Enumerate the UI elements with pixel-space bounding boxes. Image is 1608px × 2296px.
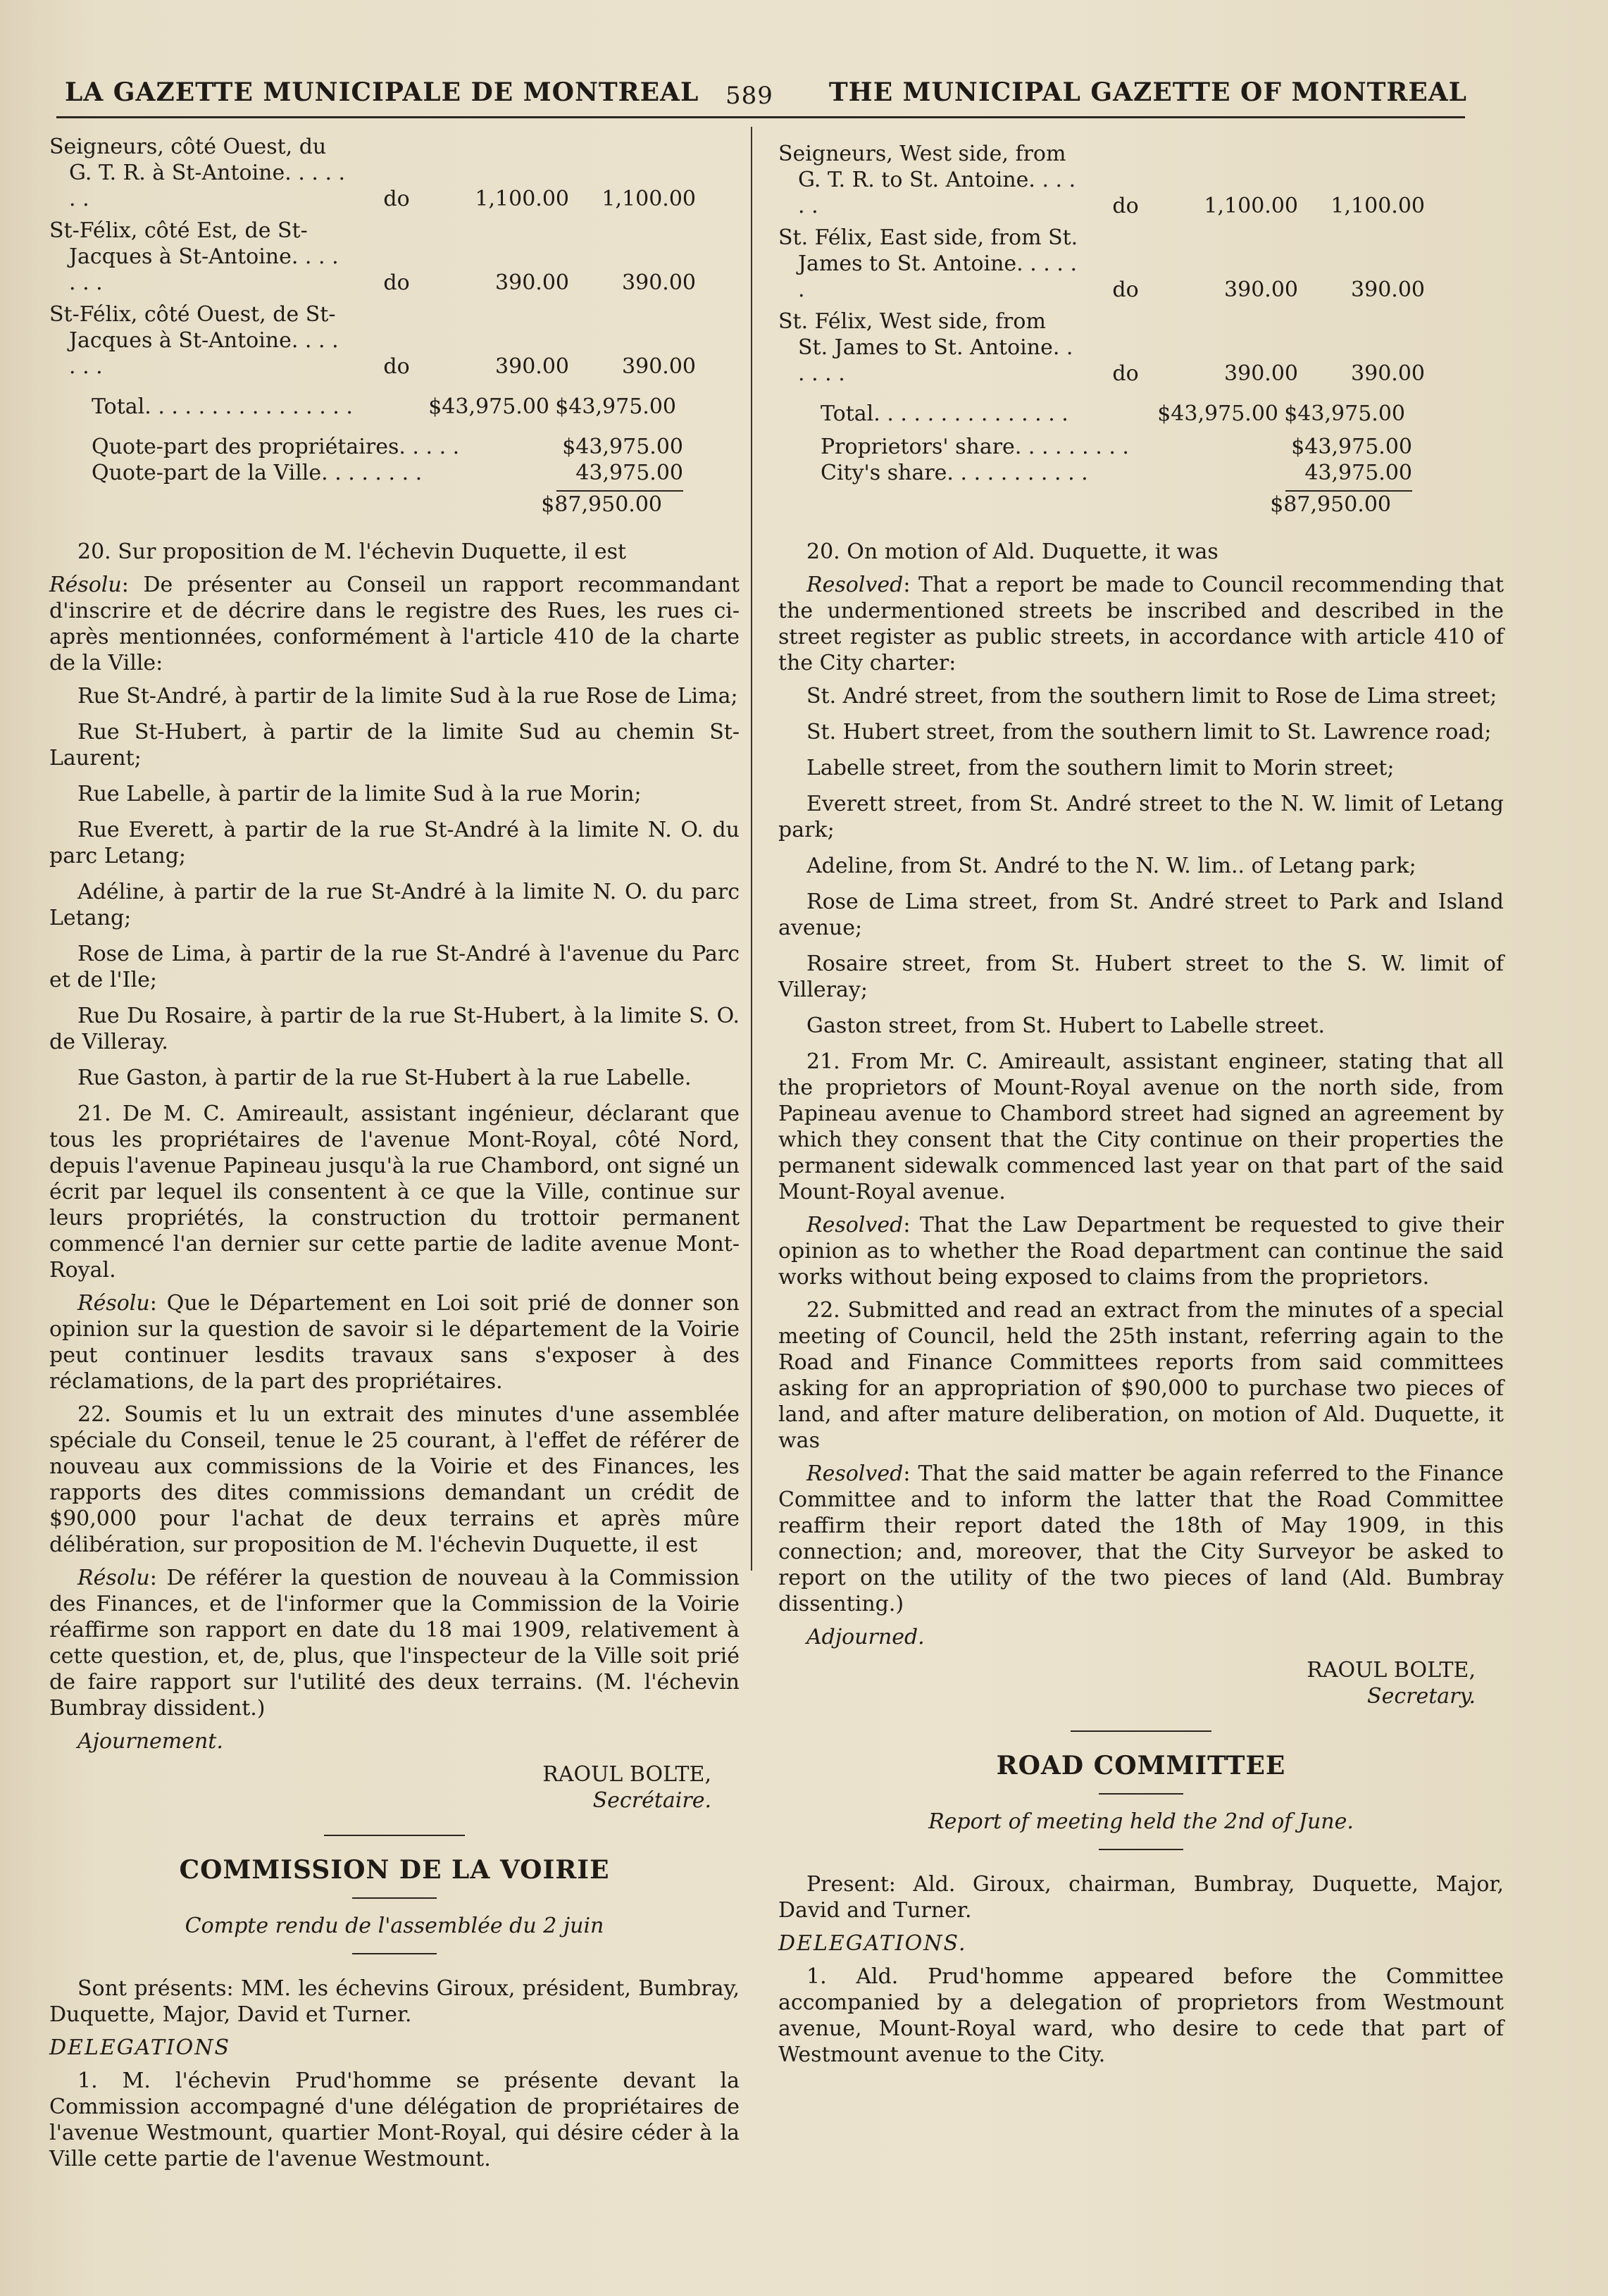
ledger-row [778, 225, 1504, 303]
street-item: Rue St-André, à partir de la limite Sud à la rue Rose de Lima; [77, 684, 738, 709]
share-label: Quote-part des propriétaires. . . . . [92, 435, 460, 459]
en-present: Present: Ald. Giroux, chairman, Bumbray, Duquette, Major, David and Turner. [778, 1872, 1504, 1923]
fr-item-20: 20. Sur proposition de M. l'échevin Duquette, il est [77, 539, 627, 564]
resolved-label: Resolved [806, 1461, 904, 1486]
ledger-do: do [383, 187, 410, 211]
en-delegation-1: 1. Ald. Prud'homme appeared before the Committee accompanied by a delegation of proprietors from Westmount avenue, Mount-Royal ward, who desire to cede that part of Westmount avenue to the City. [778, 1964, 1504, 2067]
grand-total: $87,950.00 [541, 492, 662, 517]
section-rule [352, 1897, 437, 1899]
street-item: Everett street, from St. André street to the N. W. limit of Letang park; [778, 792, 1504, 842]
ledger-row [49, 218, 740, 296]
en-item-20: 20. On motion of Ald. Duquette, it was [806, 539, 1219, 564]
share-row [49, 434, 740, 460]
ledger-amount: 390.00 [1224, 361, 1298, 386]
ledger-amount: 1,100.00 [602, 187, 696, 211]
en-adjournment: Adjourned. [806, 1625, 925, 1649]
share-row [778, 434, 1504, 460]
street-item: Rue Gaston, à partir de la rue St-Hubert à la rue Labelle. [77, 1066, 692, 1090]
street-item: Labelle street, from the southern limit to Morin street; [806, 756, 1395, 780]
ledger-desc: St. Félix, West side, from St. James to St. Antoine. . . . . . [778, 309, 1073, 386]
street-item: Rose de Lima, à partir de la rue St-André à l'avenue du Parc et de l'Ile; [49, 942, 740, 992]
header-rule [56, 116, 1465, 118]
en-ledger [778, 141, 1504, 518]
ledger-amount: 390.00 [495, 354, 569, 379]
share-row [49, 460, 740, 486]
ledger-total-row [49, 394, 740, 420]
en-resolution-21 [778, 1212, 1504, 1290]
share-value: 43,975.00 [575, 461, 683, 485]
section-rule [1099, 1793, 1183, 1795]
total-amount: $43,975.00 [428, 394, 549, 419]
ledger-row [778, 308, 1504, 387]
resolved-text: : That the said matter be again referred to the Finance Committee and to inform the latter that the Road Committee reaffirm their report dated the 18th of May 1909, in this connection; and, moreover, that the City Surveyor be asked to report on the utility of the two pieces of land (Ald. Bumbray dissenting.) [778, 1461, 1504, 1616]
fr-delegations-heading: DELEGATIONS [49, 2035, 231, 2060]
english-column [778, 141, 1504, 2075]
street-item: Rue Du Rosaire, à partir de la rue St-Hubert, à la limite S. O. de Villeray. [49, 1004, 740, 1054]
en-item-22: 22. Submitted and read an extract from the minutes of a special meeting of Council, held the 25th instant, referring again to the Road and Finance Committees reports from said committees asking for an appropriation of $90,000 to purchase two pieces of land, and after mature deliberation, on motion of Ald. Duquette, it was [778, 1298, 1504, 1453]
en-delegations-heading: DELEGATIONS. [778, 1931, 967, 1956]
resolved-label: Resolved [806, 1213, 904, 1237]
street-item: St. André street, from the southern limit to Rose de Lima street; [806, 684, 1497, 709]
fr-item-21: 21. De M. C. Amireault, assistant ingénieur, déclarant que tous les propriétaires de l'avenue Mont-Royal, côté Nord, depuis l'avenue Papineau jusqu'à la rue Chambord, ont signé un écrit par lequel ils consentent à ce que la Ville, continue sur leurs propriétés, la construction du trottoir permanent commencé l'an dernier sur cette partie de ladite avenue Mont-Royal. [49, 1102, 740, 1283]
share-label: Quote-part de la Ville. . . . . . . . [92, 461, 423, 485]
en-item-21: 21. From Mr. C. Amireault, assistant engineer, stating that all the proprietors of Mount-Royal avenue on the north side, from Papineau avenue to Chambord street had signed an agreement by which they consent that the City continue on their properties the permanent sidewalk commenced last year on that part of the said Mount-Royal avenue. [778, 1049, 1504, 1204]
share-value: $43,975.00 [562, 435, 683, 459]
fr-resolution-20 [49, 572, 740, 676]
street-item: Rosaire street, from St. Hubert street to the S. W. limit of Villeray; [778, 952, 1504, 1002]
street-item: Rue Labelle, à partir de la limite Sud à la rue Morin; [77, 782, 642, 806]
fr-adjournment: Ajournement. [77, 1729, 223, 1754]
en-resolution-20 [778, 572, 1504, 676]
ledger-do: do [1112, 361, 1139, 386]
en-signature-title: Secretary. [1367, 1684, 1476, 1709]
ledger-amount: 1,100.00 [475, 187, 569, 211]
column-divider [751, 127, 752, 1571]
total-label: Total. . . . . . . . . . . . . . . [821, 401, 1068, 426]
section-rule [324, 1835, 465, 1836]
section-rule [1071, 1730, 1211, 1732]
ledger-amount: 1,100.00 [1204, 194, 1298, 218]
en-resolution-22 [778, 1461, 1504, 1617]
street-item: Adeline, from St. André to the N. W. lim.. of Letang park; [806, 854, 1416, 878]
share-value: 43,975.00 [1304, 461, 1412, 485]
en-section-subtitle: Report of meeting held the 2nd of June. [928, 1809, 1354, 1834]
ledger-row [49, 134, 740, 212]
ledger-desc: St-Félix, côté Ouest, de St-Jacques à St-Antoine. . . . . . . [49, 302, 339, 379]
ledger-amount: 390.00 [1351, 277, 1425, 302]
street-item: St. Hubert street, from the southern limit to St. Lawrence road; [806, 720, 1492, 744]
header-left-title: LA GAZETTE MUNICIPALE DE MONTREAL [65, 77, 699, 107]
ledger-row [49, 301, 740, 380]
share-row [778, 460, 1504, 486]
fr-delegation-1: 1. M. l'échevin Prud'homme se présente devant la Commission accompagné d'une délégation de propriétaires de l'avenue Westmount, quartier Mont-Royal, qui désire céder à la Ville cette partie de l'avenue Westmount. [49, 2069, 740, 2171]
ledger-row [778, 141, 1504, 219]
ledger-total-row [778, 401, 1504, 427]
resolu-label: Résolu [49, 573, 122, 597]
fr-section-title: COMMISSION DE LA VOIRIE [179, 1855, 610, 1885]
street-item: Gaston street, from St. Hubert to Labelle street. [806, 1013, 1325, 1038]
resolu-text: : De présenter au Conseil un rapport recommandant d'inscrire et de décrire dans le registre des Rues, les rues ci-après mentionnées, conformément à l'article 410 de la charte de la Ville: [49, 573, 740, 675]
ledger-desc: St-Félix, côté Est, de St-Jacques à St-Antoine. . . . . . . [49, 218, 339, 295]
fr-resolution-21 [49, 1290, 740, 1395]
page-number: 589 [725, 82, 773, 110]
fr-signature-title: Secrétaire. [592, 1788, 711, 1813]
street-item: Rue Everett, à partir de la rue St-André à la limite N. O. du parc Letang; [49, 818, 740, 868]
ledger-do: do [383, 270, 410, 295]
total-amount: $43,975.00 [1157, 401, 1278, 426]
resolved-text: : That the Law Department be requested to give their opinion as to whether the Road department can continue the said works without being exposed to claims from the proprietors. [778, 1213, 1504, 1290]
ledger-desc: Seigneurs, West side, from G. T. R. to St. Antoine. . . . . . [778, 142, 1076, 218]
ledger-amount: 390.00 [1224, 277, 1298, 302]
resolu-text: : Que le Département en Loi soit prié de donner son opinion sur la question de savoir si le département de la Voirie peut continuer lesdits travaux sans s'exposer à des réclamations, de la part des propriétaires. [49, 1291, 740, 1394]
ledger-amount: 390.00 [1351, 361, 1425, 386]
total-label: Total. . . . . . . . . . . . . . . . [92, 394, 353, 419]
fr-item-22: 22. Soumis et lu un extrait des minutes d'une assemblée spéciale du Conseil, tenue le 25 courant, à l'effet de référer de nouveau aux commissions de la Voirie et des Finances, les rapports des dites commissions demandant un crédit de $90,000 pour l'achat de deux terrains et après mûre délibération, sur proposition de M. l'échevin Duquette, il est [49, 1402, 740, 1557]
ledger-desc: Seigneurs, côté Ouest, du G. T. R. à St-Antoine. . . . . . . [49, 135, 346, 211]
fr-present: Sont présents: MM. les échevins Giroux, président, Bumbray, Duquette, Major, David et Turner. [49, 1976, 740, 2027]
fr-resolution-22 [49, 1565, 740, 1721]
section-rule [1099, 1849, 1183, 1850]
share-value: $43,975.00 [1291, 435, 1412, 459]
resolu-text: : De référer la question de nouveau à la Commission des Finances, et de l'informer que la Commission de la Voirie réaffirme son rapport en date du 18 mai 1909, relativement à cette question, et, de, plus, que l'inspecteur de la Ville soit prié de faire rapport sur l'utilité des deux terrains. (M. l'échevin Bumbray dissident.) [49, 1566, 740, 1721]
french-column [49, 134, 740, 2179]
resolu-label: Résolu [77, 1566, 150, 1590]
ledger-do: do [1112, 277, 1139, 302]
share-label: Proprietors' share. . . . . . . . . [821, 435, 1129, 459]
section-rule [352, 1953, 437, 1954]
en-signature: RAOUL BOLTE, [1307, 1658, 1476, 1683]
grand-total: $87,950.00 [1270, 492, 1391, 517]
fr-signature: RAOUL BOLTE, [542, 1762, 711, 1787]
resolved-label: Resolved [806, 573, 904, 597]
ledger-amount: 1,100.00 [1330, 194, 1425, 218]
ledger-amount: 390.00 [495, 270, 569, 295]
fr-ledger [49, 134, 740, 518]
ledger-do: do [1112, 194, 1139, 218]
header-right-title: THE MUNICIPAL GAZETTE OF MONTREAL [828, 77, 1467, 107]
fr-section-subtitle: Compte rendu de l'assemblée du 2 juin [185, 1914, 604, 1938]
ledger-amount: 390.00 [622, 270, 696, 295]
share-label: City's share. . . . . . . . . . . [821, 461, 1088, 485]
street-item: Rue St-Hubert, à partir de la limite Sud au chemin St-Laurent; [49, 720, 740, 770]
en-section-title: ROAD COMMITTEE [996, 1751, 1286, 1780]
street-item: Adéline, à partir de la rue St-André à la limite N. O. du parc Letang; [49, 880, 740, 930]
resolu-label: Résolu [77, 1291, 150, 1316]
street-item: Rose de Lima street, from St. André street to Park and Island avenue; [778, 890, 1504, 940]
ledger-do: do [383, 354, 410, 379]
total-amount: $43,975.00 [555, 394, 676, 419]
resolved-text: : That a report be made to Council recommending that the undermentioned streets be inscribed and described in the street register as public streets, in accordance with article 410 of the City charter: [778, 573, 1504, 675]
ledger-amount: 390.00 [622, 354, 696, 379]
total-amount: $43,975.00 [1284, 401, 1405, 426]
ledger-desc: St. Félix, East side, from St. James to St. Antoine. . . . . . [778, 225, 1078, 302]
